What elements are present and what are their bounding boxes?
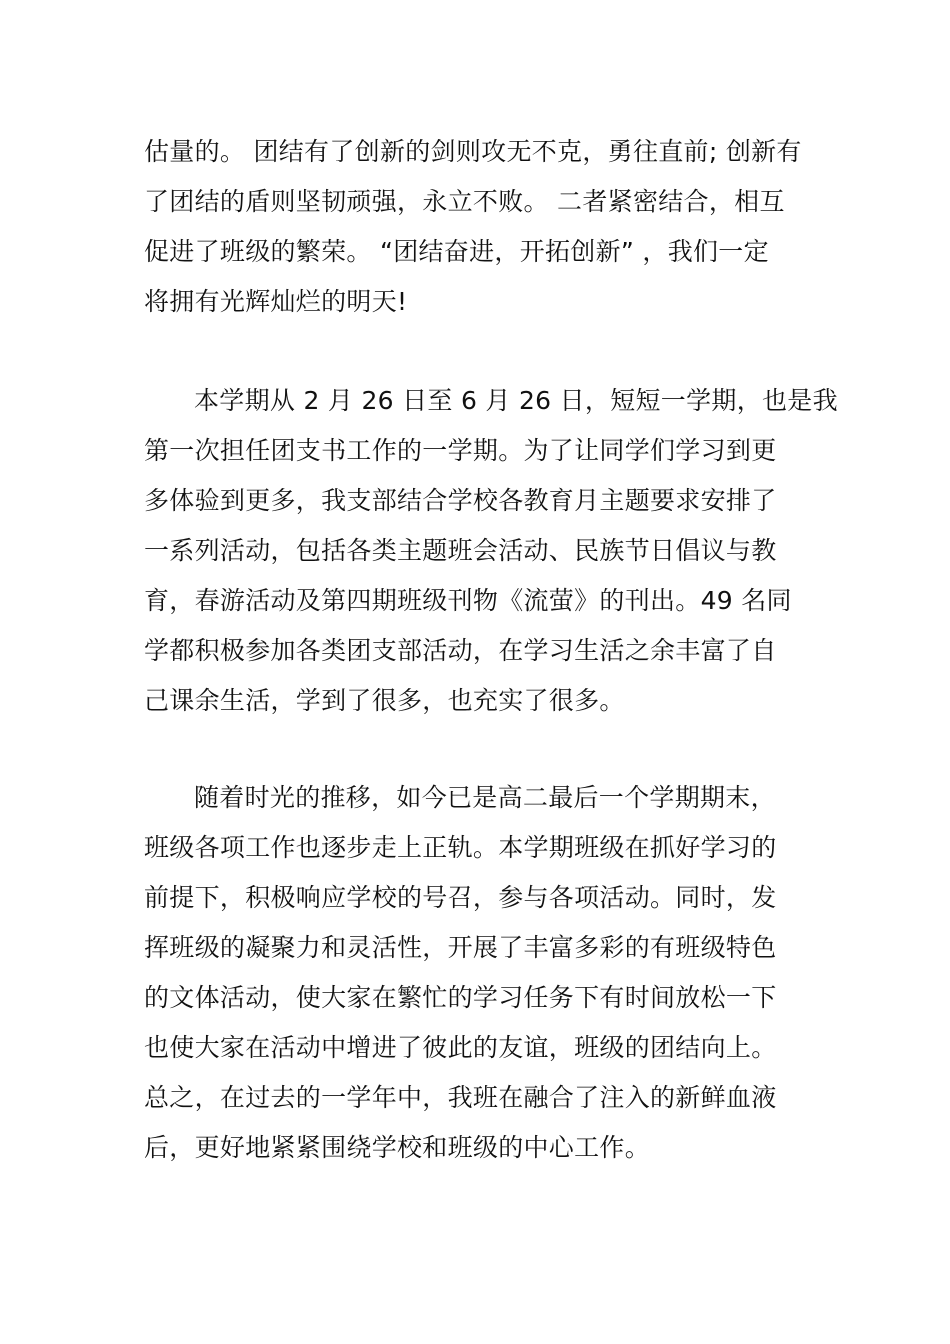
text-line: 学都积极参加各类团支部活动，在学习生活之余丰富了自	[144, 636, 777, 665]
paragraph-1	[144, 127, 808, 327]
text-line: 总之，在过去的一学年中，我班在融合了注入的新鲜血液	[144, 1083, 777, 1112]
paragraph-3	[144, 773, 808, 1173]
text-line: 了团结的盾则坚韧顽强，永立不败。 二者紧密结合，相互	[144, 187, 785, 216]
text-line: 挥班级的凝聚力和灵活性，开展了丰富多彩的有班级特色	[144, 933, 777, 962]
text-line: 班级各项工作也逐步走上正轨。本学期班级在抓好学习的	[144, 833, 777, 862]
text-line: 促进了班级的繁荣。 “团结奋进，开拓创新” ，我们一定	[144, 237, 769, 266]
text-line: 己课余生活，学到了很多，也充实了很多。	[144, 686, 625, 715]
text-line: 将拥有光辉灿烂的明天!	[144, 287, 408, 316]
text-line: 第一次担任团支书工作的一学期。为了让同学们学习到更	[144, 436, 777, 465]
text-line: 育，春游活动及第四期班级刊物《流萤》的刊出。49 名同	[144, 586, 792, 615]
text-line: 多体验到更多，我支部结合学校各教育月主题要求安排了	[144, 486, 777, 515]
text-line: 也使大家在活动中增进了彼此的友谊，班级的团结向上。	[144, 1033, 777, 1062]
text-line: 本学期从 2 月 26 日至 6 月 26 日，短短一学期，也是我	[194, 386, 838, 415]
paragraph-2	[144, 376, 838, 726]
text-line: 随着时光的推移，如今已是高二最后一个学期期末，	[194, 783, 776, 812]
text-line: 一系列活动，包括各类主题班会活动、民族节日倡议与教	[144, 536, 777, 565]
text-line: 的文体活动，使大家在繁忙的学习任务下有时间放松一下	[144, 983, 777, 1012]
text-line: 后，更好地紧紧围绕学校和班级的中心工作。	[144, 1133, 651, 1162]
text-line: 前提下，积极响应学校的号召，参与各项活动。同时，发	[144, 883, 777, 912]
text-line: 估量的。 团结有了创新的剑则攻无不克，勇往直前; 创新有	[144, 137, 802, 166]
